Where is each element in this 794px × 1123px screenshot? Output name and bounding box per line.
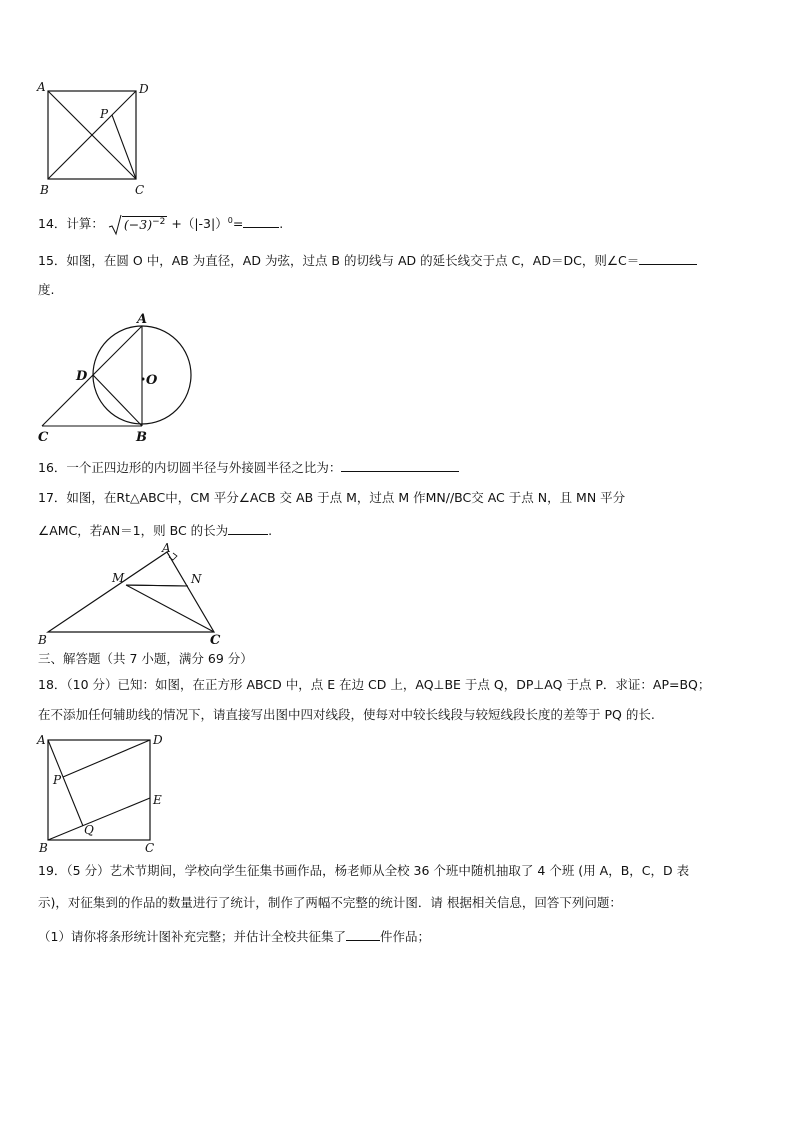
label-d: D — [139, 82, 149, 96]
label-a: A — [137, 312, 148, 327]
segment-be — [48, 798, 150, 840]
label-b: B — [136, 430, 147, 445]
section-3-heading — [38, 650, 253, 668]
answer-blank-q15[interactable] — [639, 250, 697, 265]
segment-dp — [63, 740, 150, 777]
figure-q17-triangle — [34, 540, 234, 650]
question-16 — [38, 457, 459, 477]
q17-text-2: ∠AMC，若AN＝1，则 BC 的长为 — [38, 523, 229, 538]
label-b: B — [40, 183, 49, 197]
label-c: C — [145, 841, 155, 855]
answer-blank-q14[interactable] — [243, 213, 279, 228]
q17-text: 17．如图，在Rt△ABC中，CM 平分∠ACB 交 AB 于点 M，过点 M 作MN//BC交 AC 于点 N，且 MN 平分 — [38, 490, 626, 505]
q18-text-2: 在不添加任何辅助线的情况下，请直接写出图中四对线段，使每对中较长线段与较短线段长度的差等于 PQ 的长. — [38, 707, 655, 722]
radicand-base: (−3) — [123, 216, 153, 232]
label-b: B — [39, 841, 48, 855]
figure-q13-square — [34, 80, 164, 200]
label-b: B — [38, 633, 47, 647]
question-17-line2 — [38, 520, 272, 540]
label-a: A — [37, 733, 46, 747]
question-18-line1 — [38, 676, 710, 694]
question-19-line2 — [38, 894, 622, 912]
question-18-line2 — [38, 706, 655, 724]
question-14 — [38, 212, 283, 236]
label-p: P — [53, 773, 62, 787]
center-dot — [142, 378, 145, 381]
answer-blank-q19-1[interactable] — [346, 926, 380, 941]
q14-label: 14．计算： — [38, 216, 104, 232]
section-3-title: 三、解答题（共 7 小题，满分 69 分） — [38, 651, 253, 666]
question-15-line1 — [38, 250, 697, 270]
question-17-line1 — [38, 489, 625, 507]
q16-text: 16．一个正四边形的内切圆半径与外接圆半径之比为： — [38, 460, 342, 475]
q19-text-2: 示)，对征集到的作品的数量进行了统计，制作了两幅不完整的统计图．请 根据相关信息，回答下列问题： — [38, 895, 622, 910]
radicand-exponent: −2 — [152, 216, 166, 227]
square-abcd — [48, 740, 150, 840]
triangle-abc — [48, 552, 214, 632]
label-c: C — [38, 430, 49, 445]
question-19-sub1 — [38, 926, 430, 946]
figure-q18-square — [34, 730, 174, 858]
q14-middle: +（|-3|） — [171, 216, 228, 232]
q19-sub1-text: （1）请你将条形统计图补充完整；并估计全校共征集了 — [38, 929, 346, 944]
answer-blank-q17[interactable] — [228, 520, 268, 535]
label-n: N — [191, 572, 202, 586]
label-a: A — [37, 80, 46, 94]
q17-period: . — [268, 523, 273, 538]
question-15-line2 — [38, 281, 54, 299]
label-p: P — [100, 107, 109, 121]
label-e: E — [153, 793, 162, 807]
q14-equals: = — [232, 216, 244, 232]
q19-text: 19．（5 分）艺术节期间，学校向学生征集书画作品，杨老师从全校 36 个班中随机抽取了 4 个班 (用 A，B，C，D 表 — [38, 863, 690, 878]
q15-text: 15．如图，在圆 O 中，AB 为直径，AD 为弦，过点 B 的切线与 AD 的延长线交于点 C，AD＝DC，则∠C＝ — [38, 253, 640, 268]
label-o: O — [146, 373, 158, 388]
label-c: C — [210, 633, 221, 648]
q14-period: . — [279, 216, 284, 232]
answer-blank-q16[interactable] — [341, 457, 459, 472]
q19-sub1-end: 件作品； — [379, 929, 430, 944]
figure-q15-circle — [34, 308, 204, 448]
label-m: M — [112, 571, 125, 585]
label-d: D — [76, 369, 88, 384]
zero-exponent: 0 — [227, 216, 233, 225]
square-root-expression — [108, 213, 167, 237]
label-a: A — [162, 541, 171, 555]
label-d: D — [153, 733, 163, 747]
q15-text-2: 度. — [38, 282, 55, 297]
segment-pc — [112, 115, 136, 179]
label-q: Q — [84, 823, 94, 837]
radical-sign-icon — [108, 214, 122, 236]
label-c: C — [135, 183, 145, 197]
question-19-line1 — [38, 862, 689, 880]
q18-text: 18．（10 分）已知：如图，在正方形 ABCD 中，点 E 在边 CD 上，AQ⊥BE 于点 Q，DP⊥AQ 于点 P．求证：AP=BQ； — [38, 677, 711, 692]
